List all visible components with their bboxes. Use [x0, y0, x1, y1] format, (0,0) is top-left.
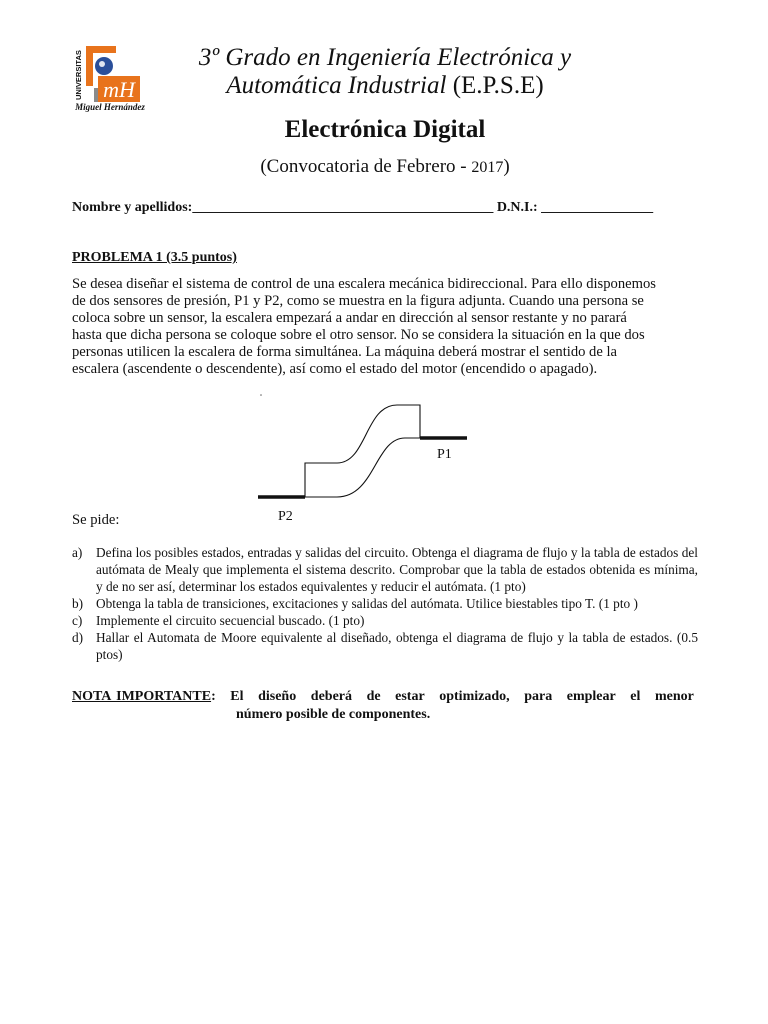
degree-title-line1: 3º Grado en Ingeniería Electrónica y [198, 44, 572, 71]
name-label: Nombre y apellidos: [72, 200, 193, 215]
exam-session [150, 156, 620, 178]
dni-blank-field[interactable]: ________________ [541, 200, 654, 215]
note-word: El [230, 689, 244, 704]
name-blank-field[interactable]: ___________________________________________ [192, 200, 494, 215]
note-word: menor [654, 689, 694, 704]
note-word: diseño [258, 689, 297, 704]
note-row2: número posible de componentes. [236, 707, 431, 722]
note-word: de [366, 689, 381, 704]
note-word: para [524, 689, 553, 704]
se-pide-label: Se pide: [72, 512, 120, 528]
statement-line: coloca sobre un sensor, la escalera empezará a andar en dirección al sensor restante y no parará [72, 310, 627, 326]
logo-grey-bar [94, 88, 98, 102]
note-word: emplear [566, 689, 616, 704]
degree-title-line2 [150, 72, 620, 100]
task-text: Obtenga la tabla de transiciones, excitaciones y salidas del autómata. Utilice biestables tipo T. (1 pto ) [96, 596, 638, 611]
exam-session-close: ) [503, 156, 510, 177]
degree-title-italic: Automática Industrial [226, 72, 447, 99]
task-item [72, 612, 698, 629]
statement-line: Se desea diseñar el sistema de control de una escalera mecánica bidireccional. Para ello disponemos [72, 276, 656, 292]
exam-year: 2017 [471, 159, 504, 176]
task-label: c) [72, 613, 83, 628]
note-word: deberá [310, 689, 352, 704]
sensor-p2-label: P2 [278, 509, 293, 524]
statement-line: personas utilicen la escalera de forma simultánea. La máquina deberá mostrar el sentido de la [72, 344, 618, 360]
note-row1 [72, 688, 694, 706]
task-text: Hallar el Automata de Moore equivalente al diseñado, obtenga el diagrama de flujo y la tabla de estados. (0.5 ptos) [96, 630, 698, 662]
note-word: optimizado, [439, 689, 510, 704]
logo-caption: Miguel Hernández [75, 102, 145, 112]
exam-session-text: (Convocatoria de Febrero - [260, 156, 472, 177]
important-note [72, 688, 694, 724]
logo-circle-highlight [99, 61, 105, 67]
task-label: d) [72, 630, 84, 645]
note-label-group [72, 688, 216, 706]
task-item [72, 595, 698, 612]
problem-statement [72, 276, 698, 378]
task-list [72, 544, 698, 663]
note-word: estar [395, 689, 425, 704]
task-text: Implemente el circuito secuencial buscado. (1 pto) [96, 613, 365, 628]
dni-label: D.N.I.: [493, 200, 542, 215]
statement-line: hasta que dicha persona se coloque sobre el otro sensor. No se considera la situación en la que dos [72, 327, 645, 343]
figure-speck [260, 394, 262, 396]
escalator-outline [305, 405, 420, 497]
degree-title-school: (E.P.S.E) [446, 72, 544, 99]
task-label: a) [72, 545, 83, 560]
task-text: Defina los posibles estados, entradas y salidas del circuito. Obtenga el diagrama de flujo y la tabla de estados del autómata de Mealy que implementa el sistema descrito. Comprobar que la tabla de estados obtenida es mínima, y de no ser así, determinar los estados equivalentes y reducir el autómata. (1 pto) [96, 545, 698, 594]
problem-title: PROBLEMA 1 (3.5 puntos) [72, 250, 237, 265]
note-colon: : [211, 689, 216, 704]
logo-vertical-text: UNIVERSITAS [74, 50, 83, 100]
task-item [72, 544, 698, 595]
task-item [72, 629, 698, 663]
task-label: b) [72, 596, 84, 611]
escalator-figure [255, 390, 475, 525]
note-word: el [630, 689, 641, 704]
logo-orange-top [86, 46, 116, 53]
logo-monogram: mH [103, 77, 135, 102]
course-title: Electrónica Digital [284, 116, 486, 143]
sensor-p1-label: P1 [437, 447, 452, 462]
statement-line: escalera (ascendente o descendente), así como el estado del motor (encendido o apagado). [72, 361, 598, 377]
student-info-line [72, 200, 702, 216]
note-label: NOTA IMPORTANTE [72, 689, 212, 704]
statement-line: de dos sensores de presión, P1 y P2, como se muestra en la figura adjunta. Cuando una persona se [72, 293, 644, 309]
